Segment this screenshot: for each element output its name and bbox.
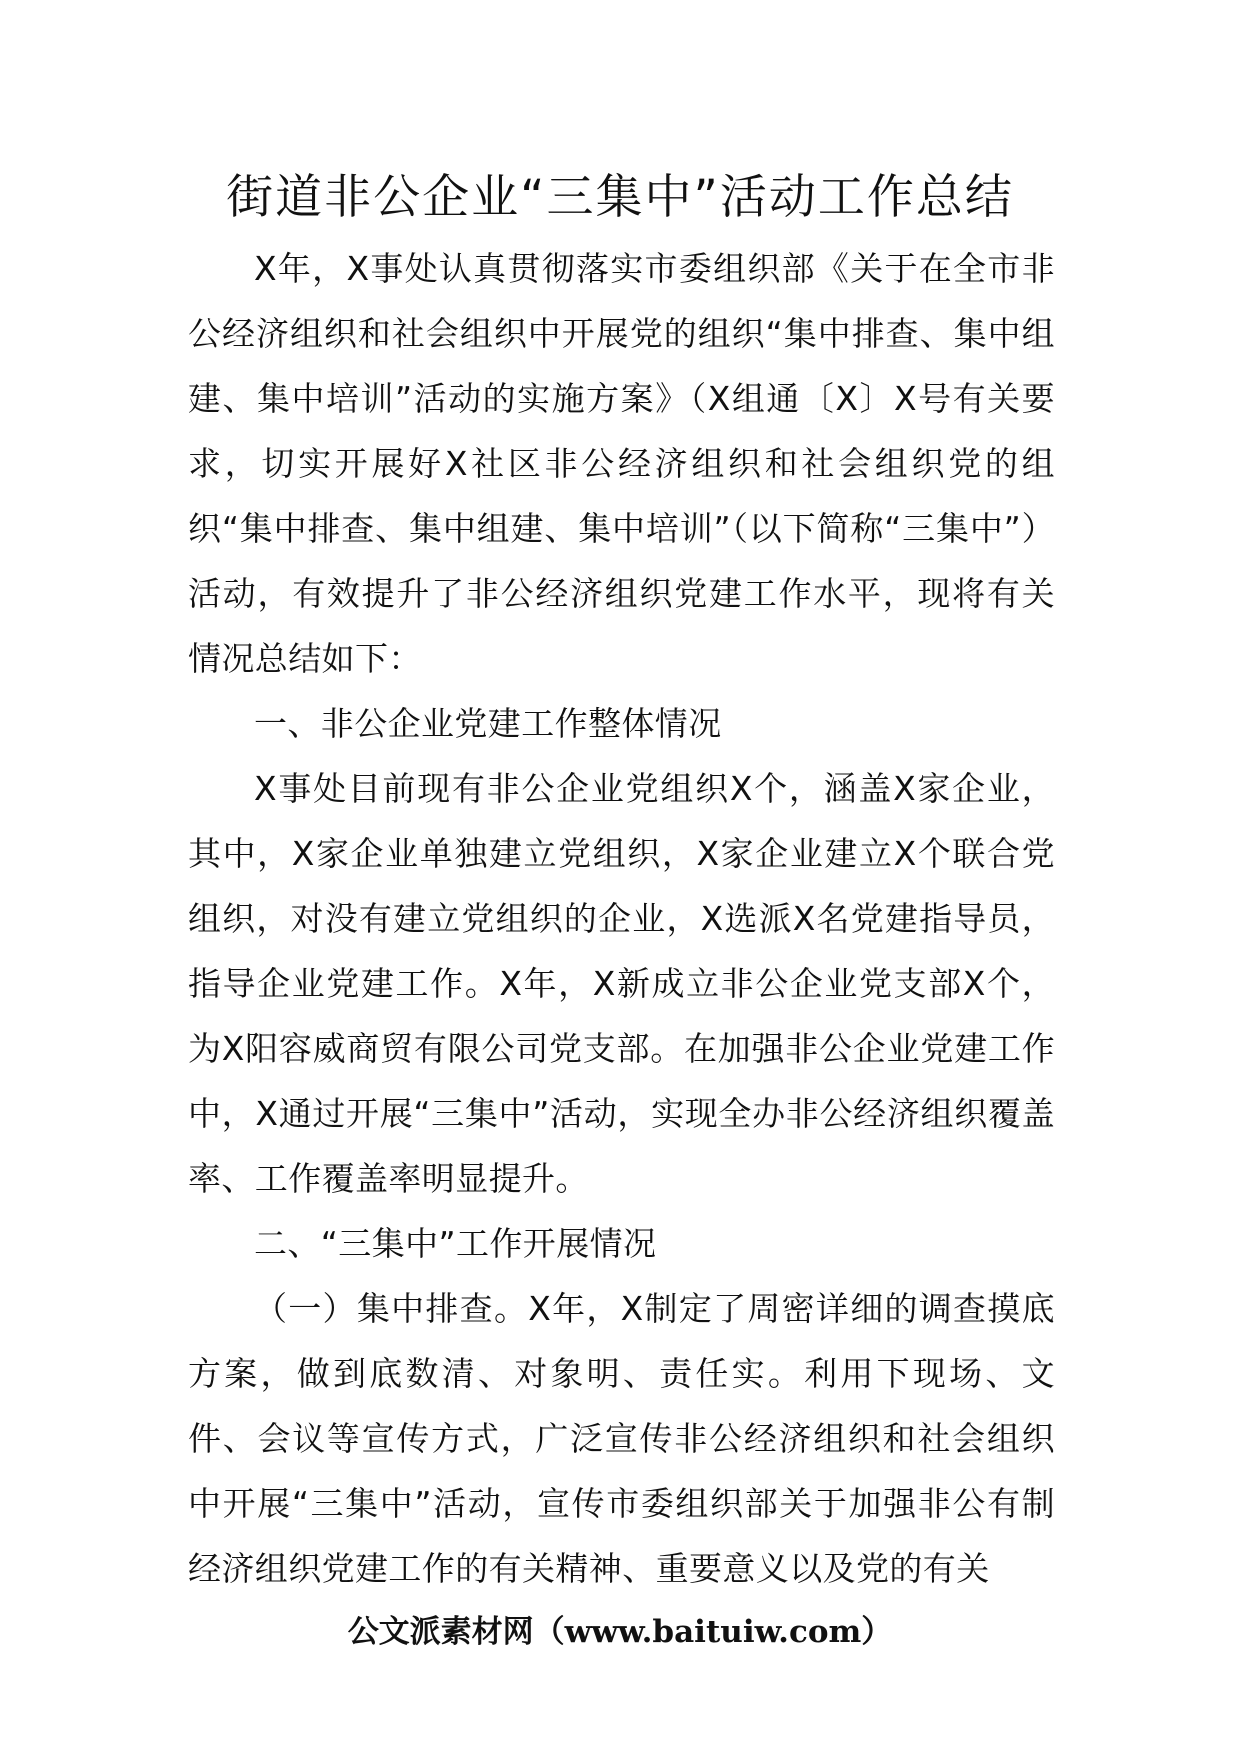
paragraph-investigation: （一）集中排查。X年，X制定了周密详细的调查摸底方案，做到底数清、对象明、责任实。利用下现场、文件、会议等宣传方式，广泛宣传非公经济组织和社会组织中开展“三集中”活动，宣传市委组织部关于加强非公有制经济组织党建工作的有关精神、重要意义以及党的有关 <box>188 1289 1055 1588</box>
paragraph-intro: X年，X事处认真贯彻落实市委组织部《关于在全市非公经济组织和社会组织中开展党的组织“集中排查、集中组建、集中培训”活动的实施方案》（X组通〔X〕X号有关要求，切实开展好X社区非公经济组织和社会组织党的组织“集中排查、集中组建、集中培训”（以下简称“三集中”）活动，有效提升了非公经济组织党建工作水平，现将有关情况总结如下： <box>188 249 1055 678</box>
footer-watermark: 公文派素材网（www.baituiw.com） <box>347 1614 893 1650</box>
document-body <box>188 236 1055 1601</box>
document-title: 街道非公企业“三集中”活动工作总结 <box>226 170 1014 225</box>
section-heading-2: 二、“三集中”工作开展情况 <box>254 1224 657 1263</box>
paragraph-overview: X事处目前现有非公企业党组织X个，涵盖X家企业，其中，X家企业单独建立党组织，X家企业建立X个联合党组织，对没有建立党组织的企业，X选派X名党建指导员，指导企业党建工作。X年，X新成立非公企业党支部X个，为X阳容威商贸有限公司党支部。在加强非公企业党建工作中，X通过开展“三集中”活动，实现全办非公经济组织覆盖率、工作覆盖率明显提升。 <box>188 769 1055 1198</box>
section-heading-1: 一、非公企业党建工作整体情况 <box>254 704 722 743</box>
